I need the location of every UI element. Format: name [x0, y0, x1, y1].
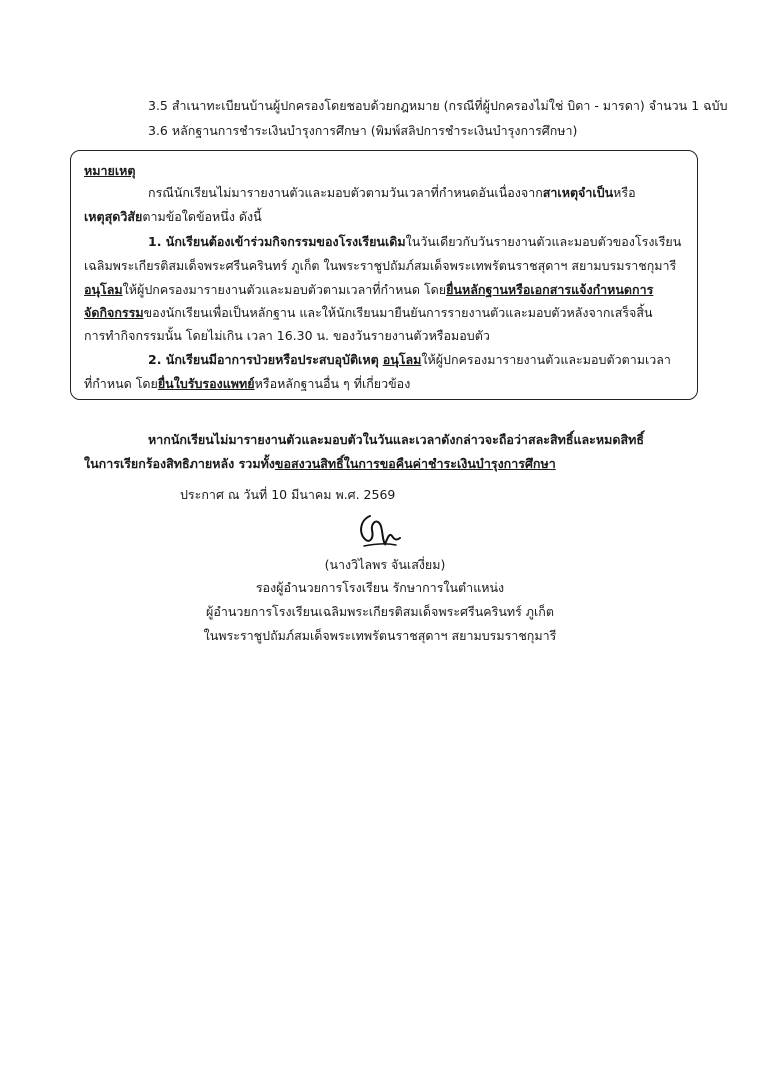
note-point1-line4: [84, 303, 653, 323]
note-point1-text: ในวันเดียวกับวันรายงานตัวและมอบตัวของโรงเรียน: [405, 234, 682, 249]
note-intro-text: กรณีนักเรียนไม่มารายงานตัวและมอบตัวตามวันเวลาที่กำหนดอันเนื่องจาก: [148, 185, 543, 200]
item-3-5: 3.5 สำเนาทะเบียนบ้านผู้ปกครองโดยชอบด้วยกฎหมาย (กรณีที่ผู้ปกครองไม่ใช่ บิดา - มารดา) จำนวน 1 ฉบับ: [148, 98, 728, 113]
warning-line1: หากนักเรียนไม่มารายงานตัวและมอบตัวในวันและเวลาดังกล่าวจะถือว่าสละสิทธิ์และหมดสิทธิ์: [148, 432, 644, 447]
note-intro-bold: สาเหตุจำเป็น: [542, 185, 614, 200]
note-point1-line3: [84, 280, 653, 300]
note-point2-heading: 2. นักเรียนมีอาการป่วยหรือประสบอุบัติเหตุ: [148, 352, 379, 367]
signer-title2: ผู้อำนวยการโรงเรียนเฉลิมพระเกียรติสมเด็จพระศรีนครินทร์ ภูเก็ต: [206, 604, 554, 619]
note-point1-evidence: ยื่นหลักฐานหรือเอกสารแจ้งกำหนดการ: [446, 282, 654, 297]
note-intro-line1: [148, 183, 636, 203]
note-point2-line2-end: หรือหลักฐานอื่น ๆ ที่เกี่ยวข้อง: [254, 376, 411, 391]
warning-line2: [84, 454, 556, 474]
note-point1-line3-text: ให้ผู้ปกครองมารายงานตัวและมอบตัวตามเวลาที่กำหนด โดย: [122, 282, 447, 297]
note-point2-line2-text: ที่กำหนด โดย: [84, 376, 158, 391]
signer-title1: รองผู้อำนวยการโรงเรียน รักษาการในตำแหน่ง: [255, 580, 505, 595]
note-intro-or: หรือ: [613, 185, 636, 200]
note-point1-heading: 1. นักเรียนต้องเข้าร่วมกิจกรรมของโรงเรียนเดิม: [148, 234, 406, 249]
note-intro-line2: [84, 207, 262, 227]
note-point2-text: ให้ผู้ปกครองมารายงานตัวและมอบตัวตามเวลา: [421, 352, 671, 367]
signer-name: (นางวิไลพร จันเสงี่ยม): [324, 557, 446, 572]
note-point1-line1: [148, 232, 681, 252]
note-point1-activity: จัดกิจกรรม: [84, 305, 144, 320]
note-force-majeure: เหตุสุดวิสัย: [84, 209, 143, 224]
note-point2-line1: [148, 350, 671, 370]
note-point1-line5: การทำกิจกรรมนั้น โดยไม่เกิน เวลา 16.30 น. ของวันรายงานตัวหรือมอบตัว: [84, 328, 490, 343]
signer-title3: ในพระราชูปถัมภ์สมเด็จพระเทพรัตนราชสุดาฯ สยามบรมราชกุมารี: [203, 628, 557, 643]
item-3-6: 3.6 หลักฐานการชำระเงินบำรุงการศึกษา (พิมพ์สลิปการชำระเงินบำรุงการศึกษา): [148, 123, 578, 138]
signature-image: [352, 510, 408, 554]
note-point1-line4-text: ของนักเรียนเพื่อเป็นหลักฐาน และให้นักเรียนมายืนยันการรายงานตัวและมอบตัวหลังจากเสร็จสิ้น: [143, 305, 653, 320]
warning-line2-text: ในการเรียกร้องสิทธิภายหลัง รวมทั้ง: [84, 456, 275, 471]
note-point2-relax: อนุโลม: [382, 352, 422, 367]
note-point1-line2: เฉลิมพระเกียรติสมเด็จพระศรีนครินทร์ ภูเก็ต ในพระราชูปถัมภ์สมเด็จพระเทพรัตนราชสุดาฯ สยามบรมราชกุมารี: [84, 258, 677, 273]
warning-refund: ขอสงวนสิทธิ์ในการขอคืนค่าชำระเงินบำรุงการศึกษา: [274, 456, 556, 471]
note-heading: หมายเหตุ: [84, 163, 136, 178]
note-point2-line2: [84, 374, 410, 394]
note-point1-relax: อนุโลม: [84, 282, 123, 297]
announce-date: ประกาศ ณ วันที่ 10 มีนาคม พ.ศ. 2569: [180, 487, 396, 502]
note-intro2-text: ตามข้อใดข้อหนึ่ง ดังนี้: [142, 209, 262, 224]
note-point2-medical-cert: ยื่นใบรับรองแพทย์: [157, 376, 255, 391]
